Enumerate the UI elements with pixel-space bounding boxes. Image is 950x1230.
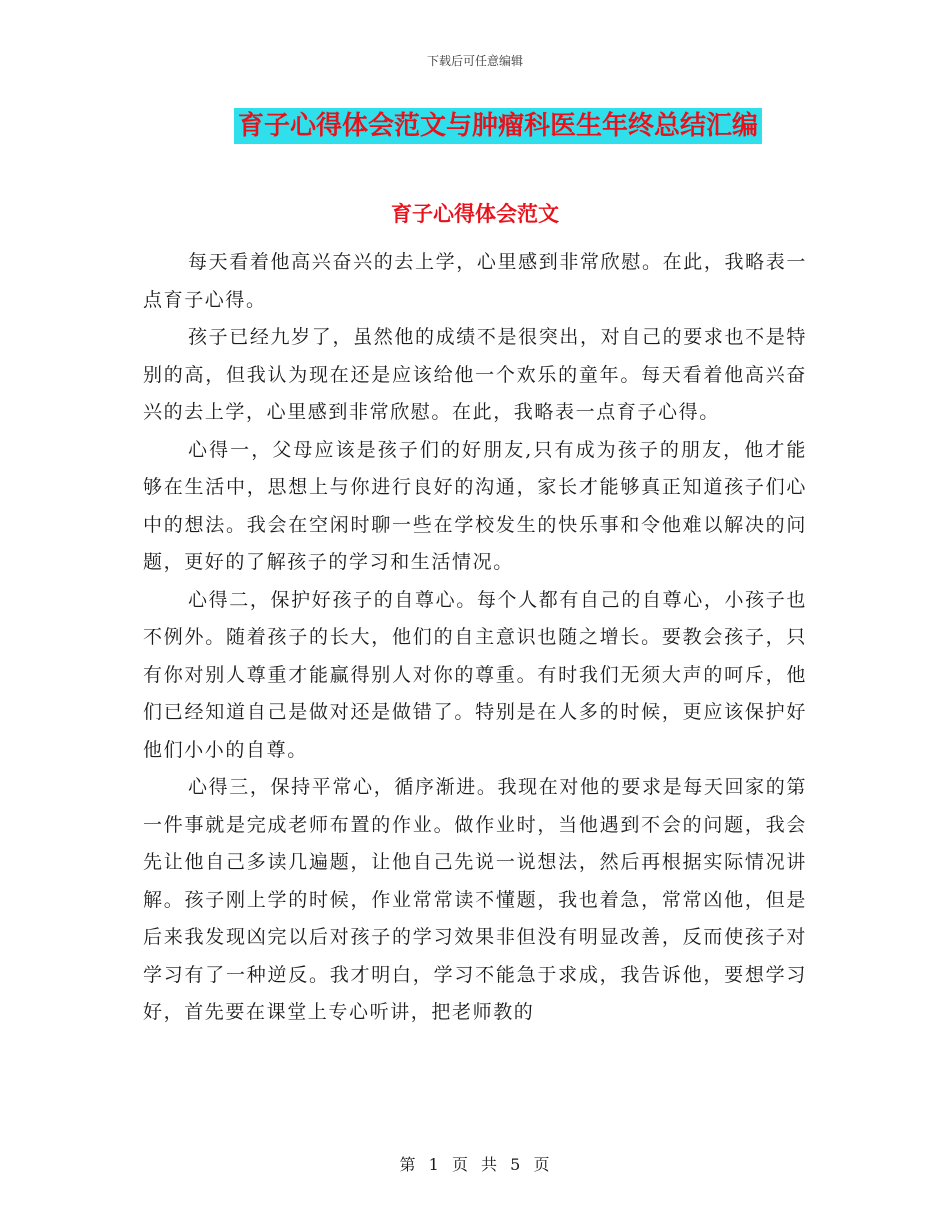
section-title: 育子心得体会范文 — [391, 202, 559, 226]
page-label-mid: 页 — [451, 1155, 469, 1174]
page-label-prefix: 第 — [399, 1155, 417, 1174]
header-note: 下载后可任意编辑 — [426, 54, 523, 68]
paragraph: 每天看着他高兴奋兴的去上学，心里感到非常欣慰。在此，我略表一点育子心得。 — [143, 251, 807, 311]
main-title-wrap — [0, 108, 950, 144]
total-label: 共 — [481, 1155, 499, 1174]
paragraph: 孩子已经九岁了，虽然他的成绩不是很突出，对自己的要求也不是特别的高，但我认为现在还是应该给他一个欢乐的童年。每天看着他高兴奋兴的去上学，心里感到非常欣慰。在此，我略表一点育子心得。 — [143, 326, 807, 423]
document-body — [143, 244, 807, 1032]
current-page-number: 1 — [428, 1155, 440, 1174]
total-pages-number: 5 — [510, 1155, 522, 1174]
paragraph: 心得一，父母应该是孩子们的好朋友,只有成为孩子的朋友，他才能够在生活中，思想上与你进行良好的沟通，家长才能够真正知道孩子们心中的想法。我会在空闲时聊一些在学校发生的快乐事和令他难以解决的问题，更好的了解孩子的学习和生活情况。 — [143, 438, 807, 573]
page-footer — [0, 1152, 950, 1175]
paragraph: 心得三，保持平常心，循序渐进。我现在对他的要求是每天回家的第一件事就是完成老师布置的作业。做作业时，当他遇到不会的问题，我会先让他自己多读几遍题，让他自己先说一说想法，然后再根据实际情况讲解。孩子刚上学的时候，作业常常读不懂题，我也着急，常常凶他，但是后来我发现凶完以后对孩子的学习效果非但没有明显改善，反而使孩子对学习有了一种逆反。我才明白，学习不能急于求成，我告诉他，要想学习好，首先要在课堂上专心听讲，把老师教的 — [143, 776, 807, 1023]
paragraph: 心得二，保护好孩子的自尊心。每个人都有自己的自尊心，小孩子也不例外。随着孩子的长大，他们的自主意识也随之增长。要教会孩子，只有你对别人尊重才能赢得别人对你的尊重。有时我们无须大声的呵斥，他们已经知道自己是做对还是做错了。特别是在人多的时候，更应该保护好他们小小的自尊。 — [143, 588, 807, 761]
page-label-suffix: 页 — [533, 1155, 551, 1174]
main-title: 育子心得体会范文与肿瘤科医生年终总结汇编 — [234, 108, 762, 144]
